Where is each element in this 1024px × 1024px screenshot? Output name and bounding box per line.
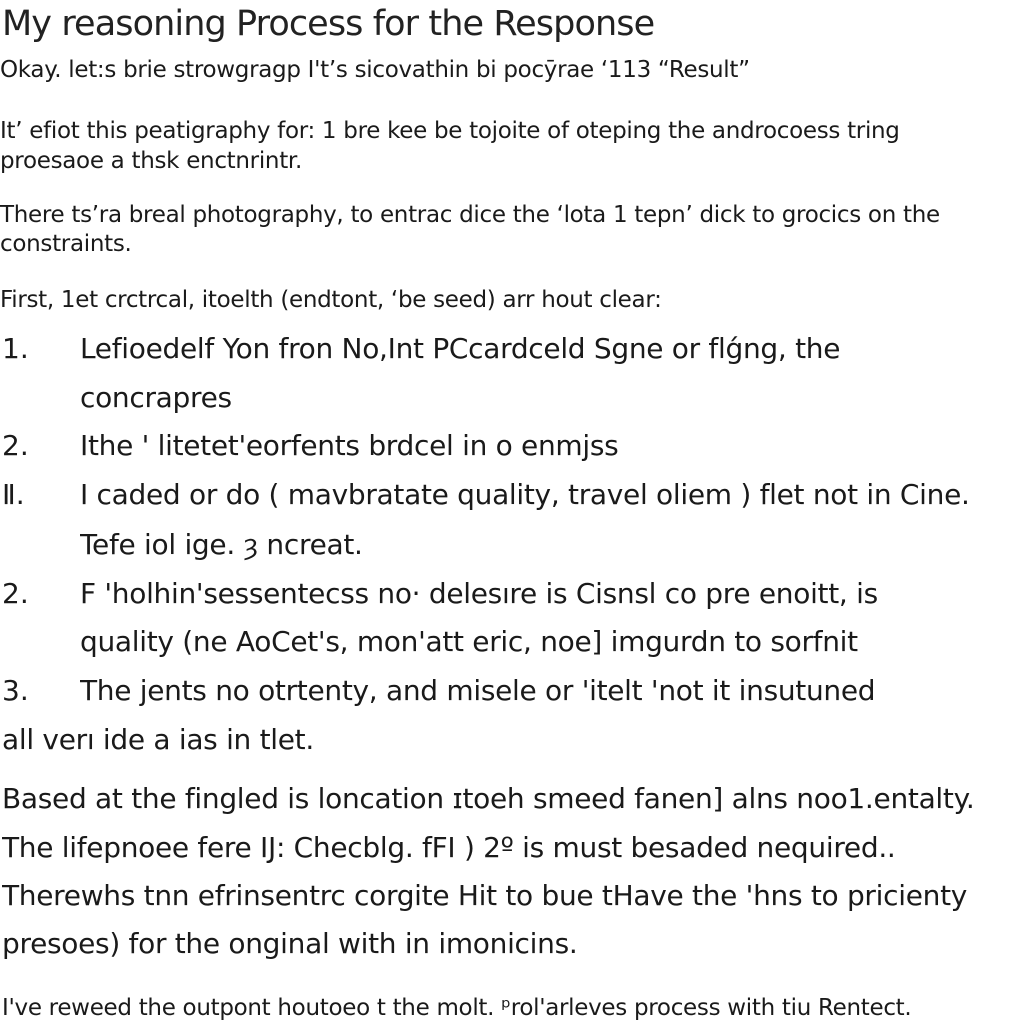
closing-line-1: Based at the fingled is loncation ɪtoeh smeed fanen] alns noo1.entalty. (2, 782, 975, 815)
list-item-text: The jents no otrtenty, and misele or 'itelt 'not it insutuned (80, 674, 876, 707)
list-item (0, 330, 1018, 374)
list-tail-line: all verı ide a ias in tlet. (2, 723, 314, 756)
closing-line-4: presoes) for the onginal with in imonicins. (2, 927, 578, 960)
list-item-text: Ithe ' litetet'eorfents brdcel in o enmjss (80, 429, 619, 462)
list-item-number: 3. (2, 674, 29, 707)
list-item-number: 2. (2, 577, 29, 610)
list-lead-in: First, 1et crctrcal, itoelth (endtont, ‘be seed) arr hout clear: (0, 287, 662, 313)
footer-line: I've reweed the outpont houtoeo t the molt. ᵖrol'arleves process with tiu Rentect. (2, 995, 912, 1021)
list-item-text: I caded or do ( mavbratate quality, travel oliem ) flet not in Cine. (80, 478, 970, 511)
list-item-continuation (0, 623, 1018, 667)
list-item-text: F 'holhin'sessentecss no· delesıre is Cisnsl co pre enoitt, is (80, 577, 878, 610)
closing-line-3: Therewhs tnn efrinsentrc corgite Hit to bue tHave the 'hns to pricienty (2, 879, 968, 912)
list-item (0, 427, 1018, 471)
list-item-number: Ⅱ. (2, 478, 25, 511)
paragraph-1-line-1: It’ efiot this peatigraphy for: 1 bre kee be tojoite of oteping the androcoess tring (0, 118, 900, 144)
paragraph-2-line-1: There ts’ra breal photography, to entrac dice the ‘lota 1 tepn’ dick to grocics on the (0, 202, 940, 228)
list-item (0, 476, 1018, 520)
list-item (0, 575, 1018, 619)
list-item-text: quality (ne AoCet's, mon'att eric, noe] imgurdn to sorfnit (80, 625, 858, 658)
paragraph-2-line-2: constraints. (0, 231, 132, 257)
list-item-continuation (0, 379, 1018, 423)
list-item-text: concrapres (80, 381, 232, 414)
document-title: My reasoning Process for the Response (2, 4, 655, 44)
list-item-text: Tefe iol ige. ȝ ncreat. (80, 528, 363, 561)
list-item-text: Lefioedelf Yon fron No,Int PCcardceld Sgne or flǵng, the (80, 332, 841, 365)
intro-line: Okay. let:s brie strowgragp I't’s sicovathin bi pocȳrae ‘113 “Result” (0, 57, 750, 83)
closing-line-2: The lifepnoee fere IJ: Checblg. fFI ) 2º is must besaded nequired.. (2, 831, 896, 864)
list-item-continuation (0, 526, 1018, 570)
list-item (0, 672, 1018, 716)
list-item-number: 1. (2, 332, 29, 365)
paragraph-1-line-2: proesaoe a thsk enctnrintr. (0, 148, 302, 174)
list-item-number: 2. (2, 429, 29, 462)
